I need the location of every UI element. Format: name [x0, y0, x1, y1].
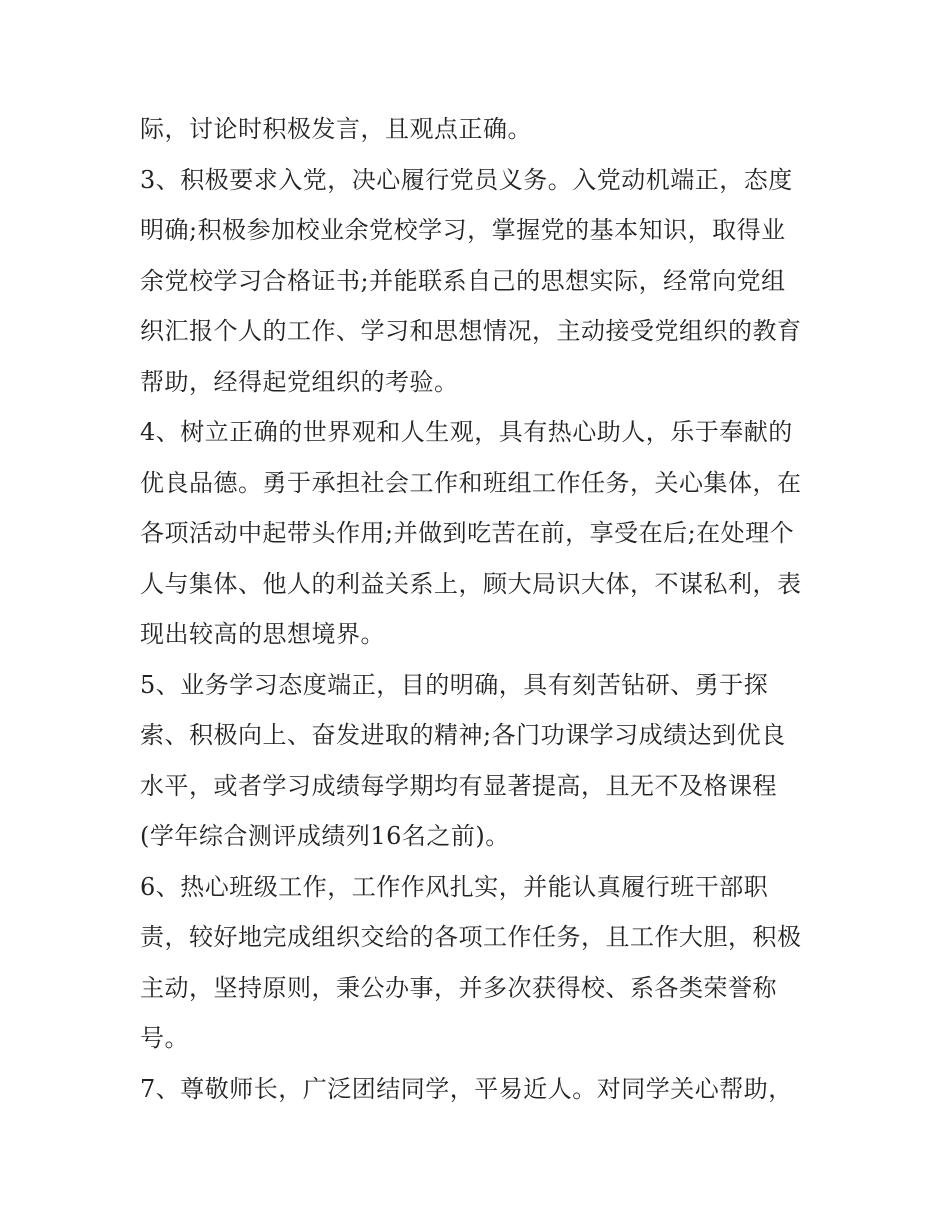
text-line: 现出较高的思想境界。: [140, 620, 385, 648]
text-line: 5、业务学习态度端正，目的明确，具有刻苦钻研、勇于探: [140, 670, 769, 699]
text-line: 明确;积极参加校业余党校学习，掌握党的基本知识，取得业: [140, 216, 786, 244]
text-line: 织汇报个人的工作、学习和思想情况，主动接受党组织的教育: [140, 317, 802, 345]
text-line: 各项活动中起带头作用;并做到吃苦在前，享受在后;在处理个: [140, 519, 795, 547]
text-line: (学年综合测评成绩列16名之前)。: [140, 822, 510, 850]
text-line: 水平，或者学习成绩每学期均有显著提高，且无不及格课程: [140, 771, 777, 800]
text-line: 6、热心班级工作，工作作风扎实，并能认真履行班干部职: [140, 872, 769, 901]
text-line: 帮助，经得起党组织的考验。: [140, 367, 459, 396]
text-line: 号。: [140, 1024, 189, 1052]
text-line: 际，讨论时积极发言，且观点正确。: [140, 115, 532, 143]
text-line: 4、树立正确的世界观和人生观，具有热心助人，乐于奉献的: [140, 418, 793, 446]
document-body: [140, 104, 820, 1114]
text-line: 人与集体、他人的利益关系上，顾大局识大体，不谋私利，表: [140, 569, 802, 598]
text-line: 索、积极向上、奋发进取的精神;各门功课学习成绩达到优良: [140, 721, 786, 749]
text-line: 3、积极要求入党，决心履行党员义务。入党动机端正，态度: [140, 165, 793, 194]
text-line: 优良品德。勇于承担社会工作和班组工作任务，关心集体，在: [140, 468, 802, 497]
text-line: 主动，坚持原则，秉公办事，并多次获得校、系各类荣誉称: [140, 973, 777, 1002]
text-line: 责，较好地完成组织交给的各项工作任务，且工作大胆，积极: [140, 923, 802, 951]
text-line: 7、尊敬师长，广泛团结同学，平易近人。对同学关心帮助，: [140, 1074, 793, 1103]
text-line: 余党校学习合格证书;并能联系自己的思想实际，经常向党组: [140, 266, 786, 295]
